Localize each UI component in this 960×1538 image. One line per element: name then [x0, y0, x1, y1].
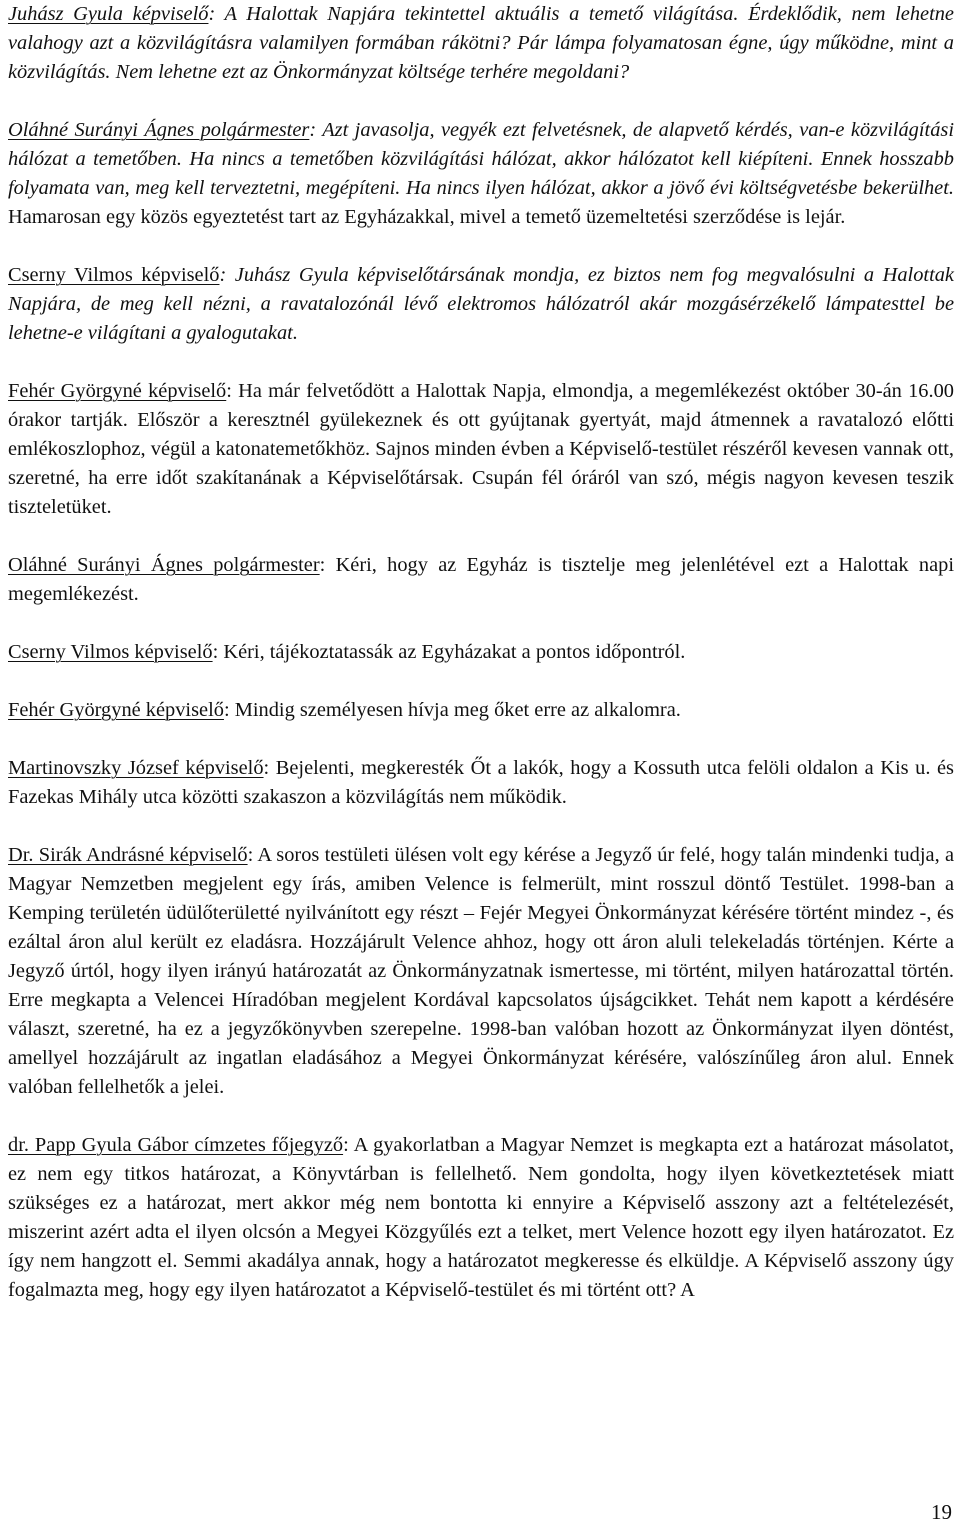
- speaker-name: Cserny Vilmos képviselő: [8, 264, 220, 286]
- speaker-name: Dr. Sirák Andrásné képviselő: [8, 844, 248, 866]
- paragraph-text: : Azt javasolja, vegyék ezt felvetésnek, de alapvető kérdés, van-e közvilágítási hálózat a temetőben. Ha nincs a temetőben közvilágítási hálózat, akkor hálózatot kell kiépíteni. Ennek hosszabb folyamata van, meg kell terveztetni, megépíteni. Ha nincs ilyen hálózat, akkor a jövő évi költségvetésbe bekerülhet.: [8, 119, 954, 199]
- paragraph-cserny-vilmos: [8, 261, 954, 348]
- paragraph-olahne-suranyi-agnes: [8, 551, 954, 609]
- paragraph-text: : Kéri, tájékoztatassák az Egyházakat a pontos időpontról.: [212, 641, 686, 663]
- paragraph-cserny-vilmos: [8, 638, 954, 667]
- paragraph-sirak-andrasne: [8, 841, 954, 1102]
- paragraph-text: : A gyakorlatban a Magyar Nemzet is megkapta ezt a határozat másolatot, ez nem egy titkos határozat, a Könyvtárban is fellelhető. Nem gondolta, hogy ilyen következtetések miatt szükséges ez a határozat, mert akkor még nem bontotta ki ennyire a Képviselő asszony azt a feltételezését, miszerint azért adta el ilyen olcsón a Megyei Közgyűlés ezt a telket, mert Velence hozott egy ilyen határozatot. Ez így nem hangzott el. Semmi akadálya annak, hogy a határozatot megkeresse és elküldje. A Képviselő asszony úgy fogalmazta meg, hogy egy ilyen határozatot a Képviselő-testület és mi történt ott? A: [8, 1134, 954, 1301]
- paragraph-text: : Juhász Gyula képviselőtársának mondja, ez biztos nem fog megvalósulni a Halottak Napjára, de meg kell nézni, a ravatalozónál lévő elektromos hálózatról akár mozgásérzékelő lámpatesttel be lehetne-e világítani a gyalogutakat.: [8, 264, 954, 344]
- document-page: [8, 0, 954, 1305]
- paragraph-text: : Mindig személyesen hívja meg őket erre az alkalomra.: [223, 699, 681, 721]
- paragraph-text: : Ha már felvetődött a Halottak Napja, elmondja, a megemlékezést október 30-án 16.00 órakor tartják. Először a keresztnél gyülekeznek és ott gyújtanak gyertyát, majd átmennek a ravatalozó előtti emlékoszlophoz, végül a katonatemetőkhöz. Sajnos minden évben a Képviselő-testület részéről kevesen vannak ott, szeretné, ha erre időt szakítanának a Képviselőtársak. Csupán fél óráról van szó, mégis nagyon kevesen teszik tiszteletüket.: [8, 380, 954, 518]
- speaker-name: Fehér Györgyné képviselő: [8, 380, 227, 402]
- paragraph-text: : A soros testületi ülésen volt egy kérése a Jegyző úr felé, hogy talán mindenki tudja, a Magyar Nemzetben megjelent egy írás, amiben Velence is felmerült, mint rosszul döntő Testület. 1998-ban a Kemping területén üdülőterületté nyilvánított egy részt – Fejér Megyei Önkormányzat kérésére történt mindez -, és ezáltal áron alul került ez eladásra. Hozzájárult Velence ahhoz, hogy ott áron aluli telekeladás történjen. Kérte a Jegyző úrtól, hogy ilyen irányú határozatát az Önkormányzatnak ismertesse, mi történt, milyen határozattal történ. Erre megkapta a Velencei Híradóban megjelent Kordával kapcsolatos újságcikket. Tehát nem kapott a kérdésére választ, szeretné, ha ez a jegyzőkönyvben szerepelne. 1998-ban valóban hozott az Önkormányzat ilyen döntést, amellyel hozzájárult az ingatlan eladásához a Megyei Önkormányzat kérésére, valószínűleg áron alul. Ennek valóban fellelhetők a jelei.: [8, 844, 955, 1098]
- paragraph-text: : A Halottak Napjára tekintettel aktuális a temető világítása. Érdeklődik, nem lehetne valahogy azt a közvilágításra valamilyen formában rákötni? Pár lámpa folyamatosan égne, úgy működne, mint a közvilágítás. Nem lehetne ezt az Önkormányzat költsége terhére megoldani?: [8, 3, 954, 83]
- paragraph-text: Hamarosan egy közös egyeztetést tart az Egyházakkal, mivel a temető üzemeltetési szerződése is lejár.: [8, 206, 846, 228]
- paragraph-feher-gyorgyne: [8, 696, 954, 725]
- paragraph-text: : Bejelenti, megkeresték Őt a lakók, hogy a Kossuth utca felöli oldalon a Kis u. és Fazekas Mihály utca közötti szakaszon a közvilágítás nem működik.: [8, 757, 954, 808]
- speaker-name: Martinovszky József képviselő: [8, 757, 264, 779]
- speaker-name: Cserny Vilmos képviselő: [8, 641, 213, 663]
- paragraph-text: : Kéri, hogy az Egyház is tisztelje meg jelenlétével ezt a Halottak napi megemlékezést.: [8, 554, 954, 605]
- page-number: 19: [931, 1500, 952, 1524]
- speaker-name: Oláhné Surányi Ágnes polgármester: [8, 119, 310, 141]
- speaker-name: Juhász Gyula képviselő: [8, 3, 209, 25]
- paragraph-juhasz-gyula: [8, 0, 954, 87]
- paragraph-martinovszky-jozsef: [8, 754, 954, 812]
- paragraph-olahne-suranyi-agnes: [8, 116, 954, 232]
- paragraph-papp-gyula-gabor: [8, 1131, 954, 1305]
- speaker-name: Oláhné Surányi Ágnes polgármester: [8, 554, 320, 576]
- speaker-name: dr. Papp Gyula Gábor címzetes főjegyző: [8, 1134, 344, 1156]
- speaker-name: Fehér Györgyné képviselő: [8, 699, 224, 721]
- paragraph-feher-gyorgyne: [8, 377, 954, 522]
